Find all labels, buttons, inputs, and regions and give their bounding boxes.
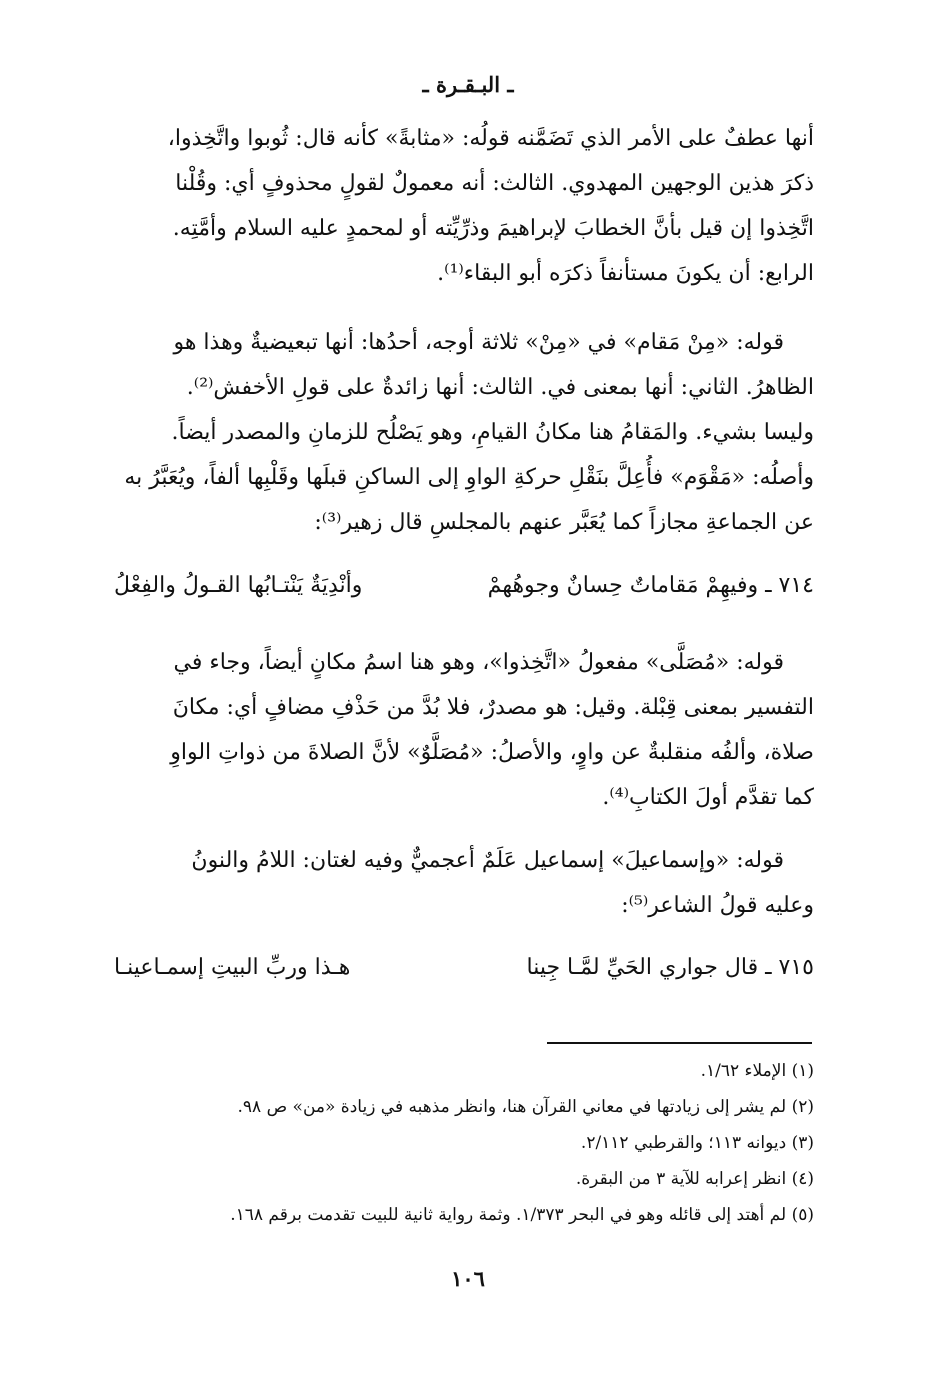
verse-715 — [114, 945, 814, 990]
footnote-separator — [547, 1042, 812, 1044]
text-line: قوله: «مِنْ مَقام» في «مِنْ» ثلاثة أوجه، أحدُها: أنها تبعيضيةٌ وهذا هو — [173, 330, 784, 355]
footnote: (٤) انظر إعرابه للآية ٣ من البقرة. — [575, 1169, 814, 1189]
verse-714 — [114, 563, 814, 608]
paragraph-2 — [114, 320, 814, 545]
text-line: التفسير بمعنى قِبْلة. وقيل: هو مصدرٌ، فلا بُدَّ من حَذْفِ مضافٍ أي: مكانَ — [172, 695, 814, 720]
text-line: كما تقدَّم أولَ الكتابِ⁽⁴⁾. — [602, 785, 814, 810]
text-line: الرابع: أن يكونَ مستأنفاً ذكرَه أبو البقاء⁽¹⁾. — [437, 261, 814, 286]
verse-second-hemistich: هـذا وربِّ البيتِ إسمـاعينـا — [114, 955, 351, 980]
text-line: وعليه قولُ الشاعر⁽⁵⁾: — [621, 893, 814, 918]
verse-number: ٧١٤ ـ — [765, 573, 814, 598]
verse-first-hemistich — [526, 945, 814, 990]
text-line: الظاهرُ. الثاني: أنها بمعنى في. الثالث: أنها زائدةٌ على قولِ الأخفش⁽²⁾. — [186, 375, 814, 400]
verse-first-text: وفيهِمْ مَقاماتٌ حِسانٌ وجوهُهمْ — [487, 573, 759, 598]
verse-number: ٧١٥ ـ — [765, 955, 814, 980]
text-line: صلاة، وألفُه منقلبةٌ عن واوٍ، والأصلُ: «مُصَلَّوٌ» لأنَّ الصلاةَ من ذواتِ الواوِ — [170, 740, 814, 765]
text-line: قوله: «مُصَلَّى» مفعولُ «اتَّخِذوا»، وهو هنا اسمُ مكانٍ أيضاً، وجاء في — [173, 650, 784, 675]
footnote: (٢) لم يشر إلى زيادتها في معاني القرآن هنا، وانظر مذهبه في زيادة «من» ص ٩٨. — [237, 1097, 814, 1117]
paragraph-1 — [114, 116, 814, 296]
verse-first-hemistich — [488, 563, 814, 608]
footnote: (٣) ديوانه ١١٣؛ والقرطبي ٢/١١٢. — [580, 1133, 814, 1153]
footnote: (٥) لم أهتد إلى قائله وهو في البحر ١/٣٧٣. وثمة رواية ثانية للبيت تقدمت برقم ١٦٨. — [230, 1205, 814, 1225]
text-line: اتَّخِذوا إن قيل بأنَّ الخطابَ لإبراهيمَ وذرِّيِّته أو لمحمدٍ عليه السلام وأمَّتِه. — [172, 216, 814, 241]
text-line: ذكرَ هذين الوجهين المهدوي. الثالث: أنه معمولٌ لقولٍ محذوفٍ أي: وقُلْنا — [175, 171, 814, 196]
text-line: قوله: «وإسماعيلَ» إسماعيل عَلَمٌ أعجميٌّ وفيه لغتان: اللامُ والنونُ — [191, 848, 784, 873]
text-line: عن الجماعةِ مجازاً كما يُعَبَّر عنهم بالمجلسِ قال زهير⁽³⁾: — [314, 510, 814, 535]
footnotes — [114, 1053, 814, 1233]
footnote: (١) الإملاء ١/٦٢. — [700, 1061, 814, 1081]
verse-second-hemistich: وأنْدِيَةٌ يَنْتـابُها القـولُ والفِعْلُ — [114, 573, 363, 598]
text-line: أنها عطفٌ على الأمر الذي تَضَمَّنه قولُه: «مثابةً» كأنه قال: ثُوبوا واتَّخِذوا، — [167, 126, 814, 151]
running-header: ـ البـقـرة ـ — [422, 72, 514, 97]
text-line: وأصلُه: «مَقْوَم» فأُعِلَّ بنَقْلِ حركةِ الواوِ إلى الساكنِ قبلَها وقَلْبِها ألفاً، ويُعَبَّرُ به — [124, 465, 814, 490]
text-line: وليسا بشيء. والمَقامُ هنا مكانُ القيامِ، وهو يَصْلُح للزمانِ والمصدر أيضاً. — [171, 420, 814, 445]
paragraph-3 — [114, 640, 814, 820]
page-number: ١٠٦ — [451, 1266, 485, 1291]
verse-first-text: قال جواري الحَيِّ لمَّـا جِينا — [526, 955, 759, 980]
paragraph-4 — [114, 838, 814, 928]
